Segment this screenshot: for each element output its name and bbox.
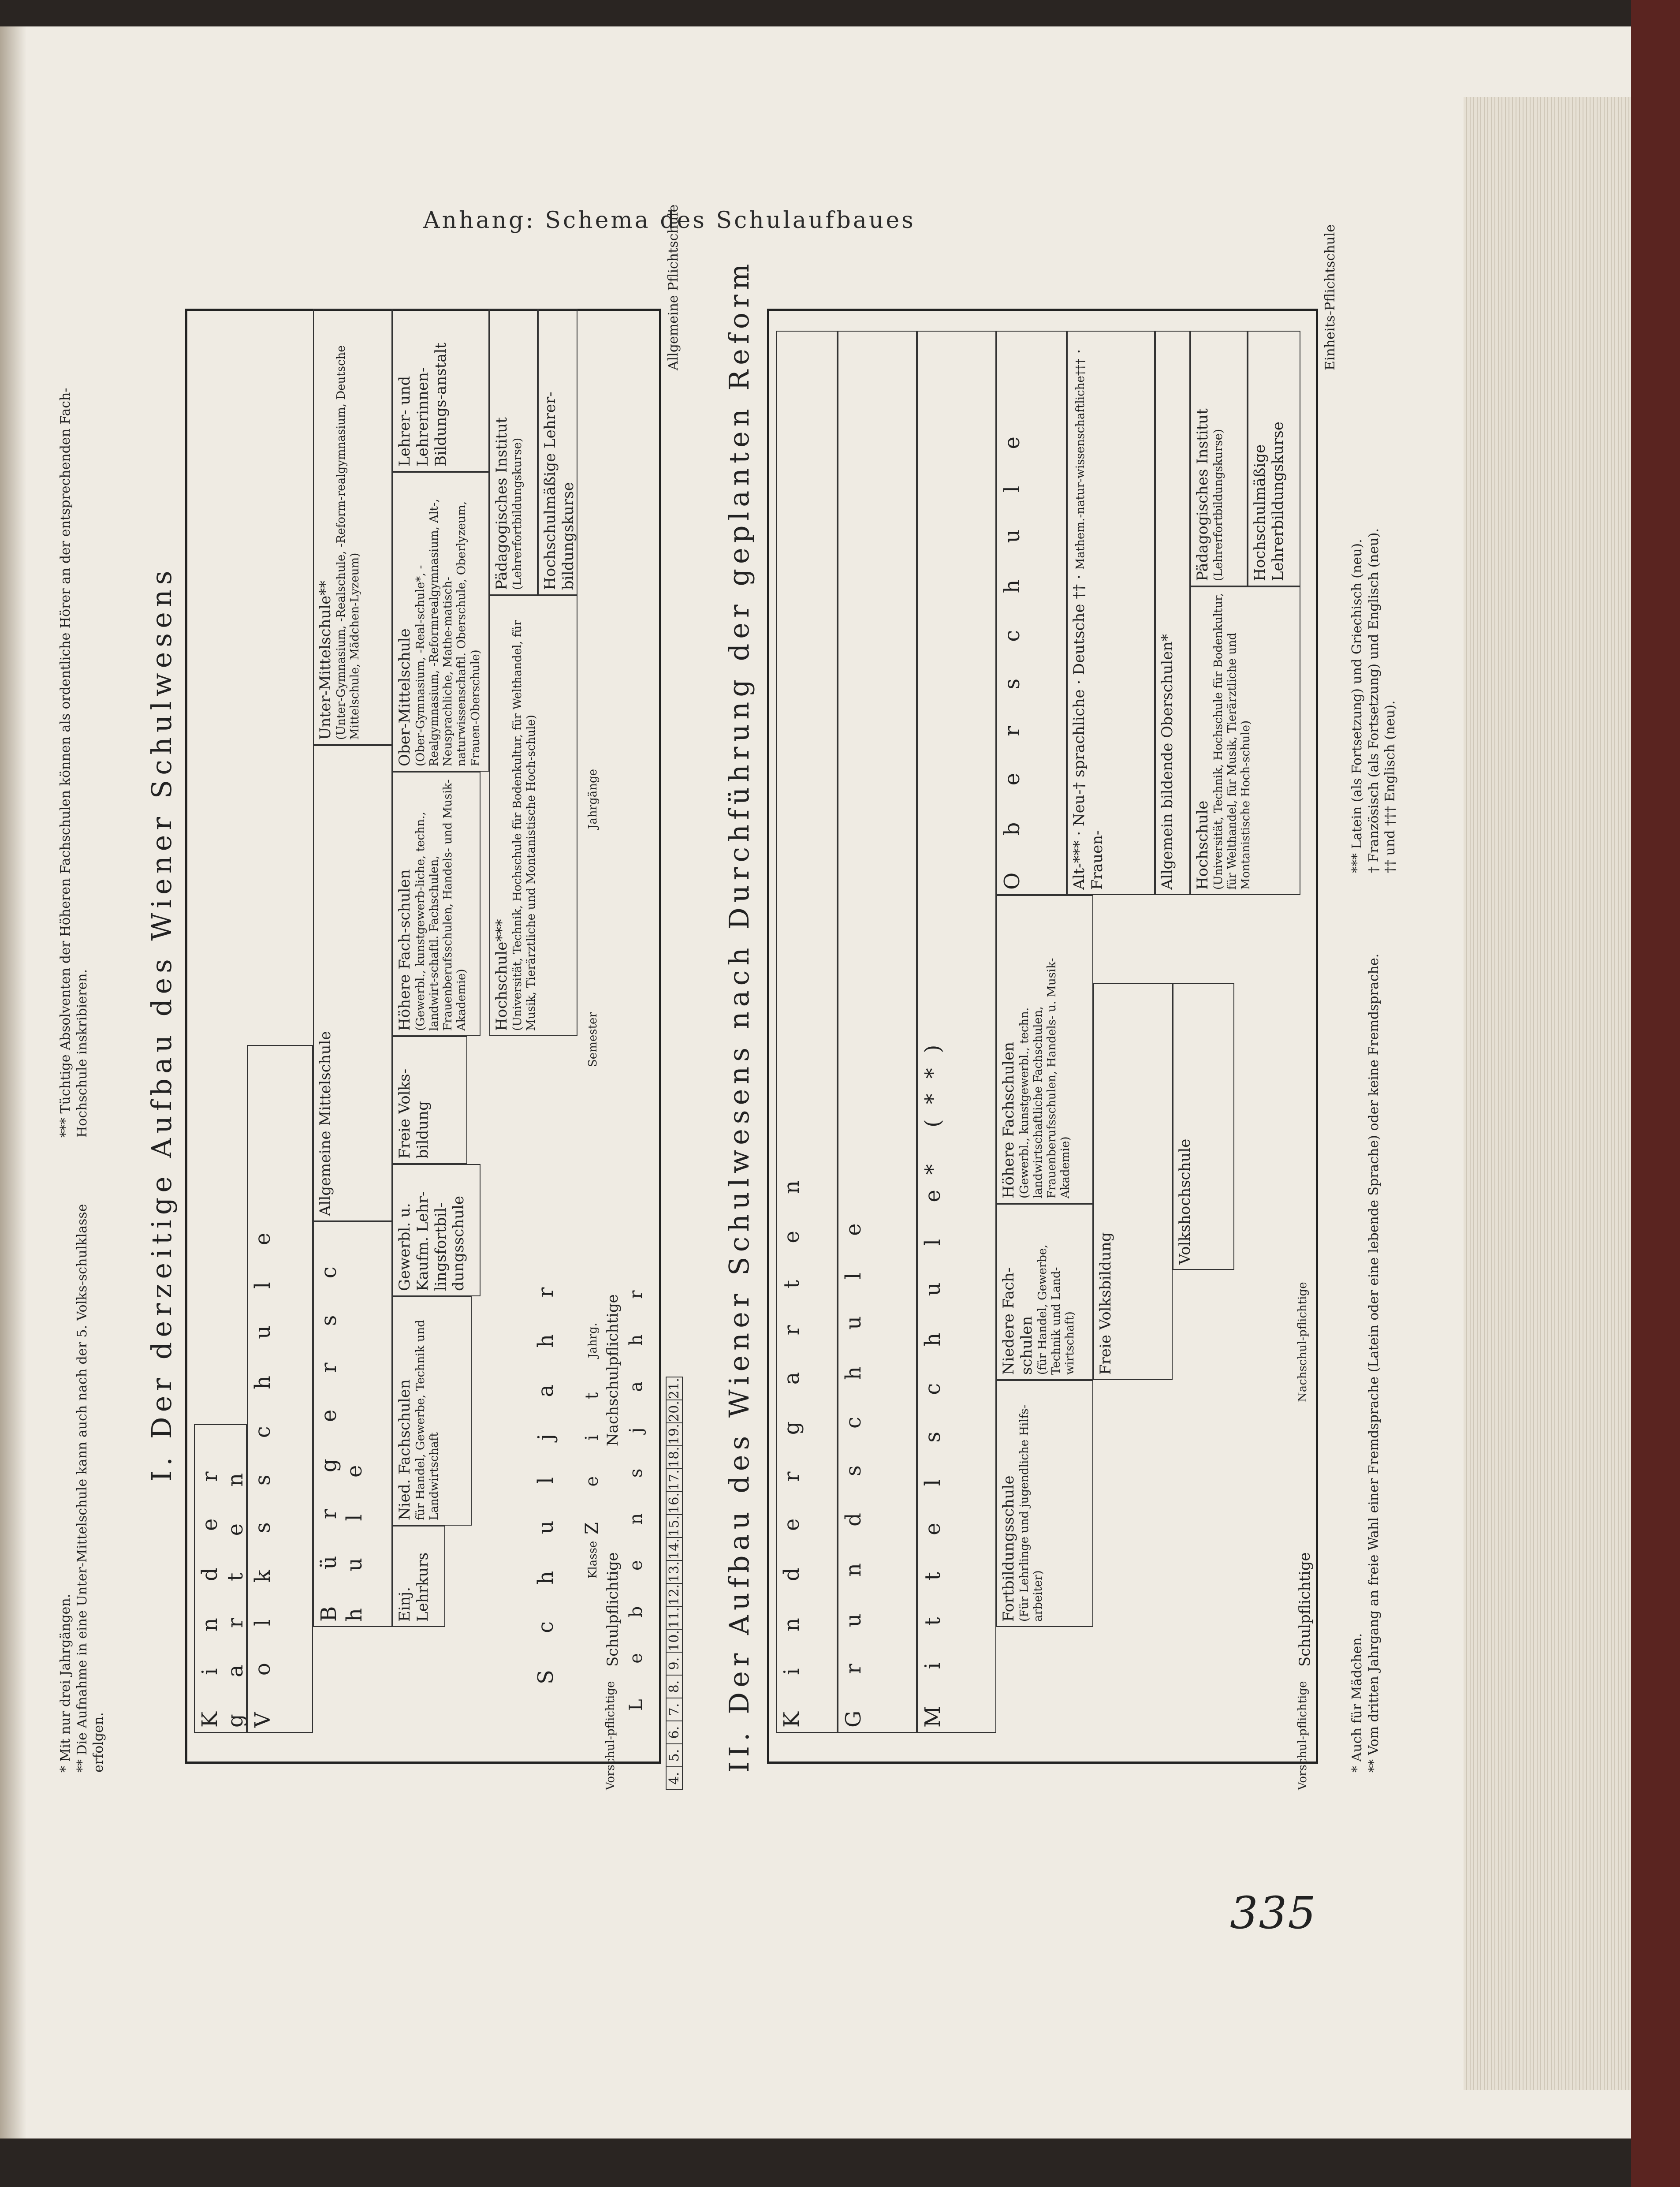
s2-pflicht-vorschul: Vorschul-pflichtige (1296, 1681, 1309, 1790)
s1-note: *** Tüchtige Absolventen der Höheren Fachschulen können als ordentliche Hörer an der entsprechenden Fach-Hochschule inskribieren. (58, 388, 90, 1138)
s1-notes-left (57, 1199, 107, 1773)
s1-pflicht-vorschul: Vorschul-pflichtige (604, 1681, 617, 1790)
s2-freie-volksbildung (1093, 983, 1173, 1380)
s2-mittelschule-label: M i t t e l s c h u l e* (**) (920, 1030, 945, 1728)
lebensjahr-cell: 17. (666, 1468, 683, 1492)
lebensjahr-cell: 19. (666, 1422, 683, 1446)
s2-niedere-fachschulen-label: Niedere Fach-schulen (1000, 1267, 1036, 1375)
s1-hoehere-fachschulen-label: Höhere Fach-schulen (396, 869, 413, 1031)
s2-niedere-fachschulen-detail: (für Handel, Gewerbe, Technik und Land-wirtschaft) (1036, 1244, 1077, 1375)
section-2 (723, 224, 1402, 1799)
s1-paed-institut-label: Pädagogisches Institut (493, 417, 510, 590)
s1-gewerbl (392, 1164, 481, 1296)
s1-unter-mittelschule-detail: (Unter-Gymnasium, -Realschule, -Reform-realgymnasium, Deutsche Mittelschule, Mädchen-Lyzeum) (334, 345, 361, 740)
s2-notes-right (1349, 300, 1399, 873)
s2-note: *** Latein (als Fortsetzung) und Griechisch (neu). (1349, 539, 1365, 873)
s1-pflicht-schul: Schulpflichtige (604, 1552, 622, 1667)
s2-allg-oberschulen-label: Allgemein bildende Oberschulen* (1158, 634, 1176, 890)
s2-pflicht-schul: Schulpflichtige (1296, 1552, 1314, 1667)
s2-oberschule-label: O b e r s c h u l e (1000, 422, 1024, 890)
section-2-title: II. Der Aufbau des Wiener Schulwesens nach Durchführung der geplanten Reform (723, 259, 755, 1773)
s2-kindergarten-label: K i n d e r g a r t e n (779, 1165, 804, 1728)
lebensjahr-cell: 4. (666, 1766, 683, 1790)
book-page (0, 26, 1631, 2138)
s1-note: * Mit nur drei Jahrgängen. (58, 1594, 73, 1773)
s1-hoehere-fachschulen-detail: (Gewerbl., kunstgewerb-liche, techn., landwirt-schaftl. Fachschulen, Frauenberufsschulen, Handels- und Musik-Akademie) (413, 779, 469, 1031)
s2-hochschule-label: Hochschule (1194, 800, 1211, 890)
lebensjahr-cell: 16. (666, 1491, 683, 1515)
lebensjahr-cell: 14. (666, 1537, 683, 1561)
s1-einj-lehrkurs-label: Einj. Lehrkurs (396, 1552, 432, 1622)
s2-note: †† und ††† Englisch (neu). (1382, 700, 1398, 873)
s1-paed-institut (489, 309, 538, 595)
s1-lehrerbildung (392, 309, 489, 472)
s2-hochschulmaessige-label: Hochschulmäßige Lehrerbildungskurse (1251, 422, 1287, 581)
section-1-title: I. Der derzeitige Aufbau des Wiener Schulwesens (145, 566, 178, 1482)
s1-paed-institut-detail: (Lehrerfortbildungskurse) (510, 437, 524, 590)
s1-kindergarten (194, 1424, 247, 1733)
s2-fortbildungsschule-detail: (Für Lehrlinge und jugendliche Hilfs-arbeiter) (1017, 1404, 1045, 1622)
lebensjahr-cell: 10. (666, 1629, 683, 1653)
s1-unter-mittelschule (313, 309, 392, 745)
lebensjahr-cell: 8. (666, 1675, 683, 1698)
s2-zweig: Deutsche †† (1070, 584, 1088, 675)
s2-allg-oberschulen (1155, 331, 1190, 895)
s2-pflicht-nachschul: Nachschul-pflichtige (1296, 1282, 1309, 1402)
s2-volkshochschule-label: Volkshochschule (1176, 1138, 1194, 1265)
lebensjahr-cell: 5. (666, 1743, 683, 1767)
s2-hochschule-detail: (Universität, Technik, Hochschule für Bodenkultur, für Welthandel, für Musik, Tierärztliche und Montanistische Hoch-schule) (1211, 593, 1253, 890)
s2-volkshochschule (1173, 983, 1234, 1270)
s2-hoehere-fachschulen-detail: (Gewerbl., kunstgewerbl., techn. landwirtschaftliche Fachschulen, Frauenberufsschulen, Handels- u. Musik-Akademie) (1017, 958, 1073, 1198)
lebensjahr-cell: 7. (666, 1698, 683, 1721)
lebensjahr-cell: 6. (666, 1720, 683, 1744)
s1-kindergarten-label: K i n d e r g a r t e n (197, 1456, 248, 1728)
s2-zweig: Mathem.-natur-wissenschaftliche††† (1074, 358, 1087, 570)
gutter-shadow (0, 26, 26, 2138)
s2-oberschule (996, 331, 1067, 895)
s2-hochschule (1190, 586, 1300, 895)
lebensjahr-cell: 15. (666, 1514, 683, 1538)
lebensjahr-cell: 11. (666, 1606, 683, 1630)
s1-hochschule-detail: (Universität, Technik, Hochschule für Bodenkultur, für Welthandel, für Musik, Tierärztliche und Montanistische Hoch-schule) (510, 620, 538, 1031)
s1-note: ** Die Aufnahme in eine Unter-Mittelschule kann auch nach der 5. Volks-schulklasse erfolgen. (74, 1204, 106, 1773)
s1-lebensjahre (666, 1377, 683, 1790)
s1-unit-klasse: Klasse (586, 1541, 600, 1579)
lebensjahr-cell: 21. (666, 1377, 683, 1400)
s1-hochschulmaessige (538, 309, 577, 595)
s1-buergerschule (313, 1221, 392, 1627)
s2-top-label: Einheits-Pflichtschule (1322, 224, 1338, 370)
page-edges (1464, 97, 1631, 2090)
s2-oberschul-zweige: Alt-*** · Neu-† sprachliche · Deutsche †† · Mathem.-natur-wissenschaftliche††† · Frauen- (1067, 331, 1155, 895)
s2-zweig: Neu-† sprachliche (1070, 689, 1088, 826)
s1-top-label: Allgemeine Pflichtschule (666, 204, 681, 370)
s2-paed-institut-detail: (Lehrerfortbildungskurse) (1211, 429, 1225, 581)
s1-buergerschule-label: B ü r g e r s c h u l e (317, 1251, 367, 1622)
lebensjahr-cell: 12. (666, 1583, 683, 1607)
s1-hochschule (489, 595, 577, 1036)
s2-zweig: Alt-*** (1070, 840, 1088, 890)
s2-mittelschule (917, 331, 996, 1733)
s2-note: † Französisch (als Fortsetzung) und Englisch (neu). (1366, 528, 1382, 873)
s1-freie-volksbildung-label: Freie Volks-bildung (396, 1068, 432, 1159)
s2-kindergarten (776, 331, 838, 1733)
s1-schuljahr-label: S c h u l j a h r (533, 1272, 558, 1684)
s1-unit-semester: Semester (586, 1012, 600, 1067)
s2-notes-left (1349, 891, 1382, 1773)
page-number: 335 (1230, 1887, 1317, 1939)
s1-unter-mittelschule-label: Unter-Mittelschule** (317, 580, 334, 740)
lebensjahr-cell: 9. (666, 1652, 683, 1676)
s1-hoehere-fachschulen (392, 772, 481, 1036)
s1-volksschule-label: V o l k s s c h u l e (250, 1217, 275, 1728)
s1-hochschule-label: Hochschule*** (493, 919, 510, 1031)
s2-note: ** Vom dritten Jahrgang an freie Wahl einer Fremdsprache (Latein oder eine lebende Sprache) oder keine Fremdsprache. (1366, 953, 1382, 1773)
s2-grundschule (838, 331, 917, 1733)
s2-paed-institut (1190, 331, 1248, 586)
s2-paed-institut-label: Pädagogisches Institut (1194, 408, 1211, 581)
s1-allg-mittelschule (313, 745, 392, 1221)
s2-fortbildungsschule (996, 1380, 1093, 1627)
s1-freie-volksbildung (392, 1036, 467, 1164)
s1-allg-mittelschule-label: Allgemeine Mittelschule (317, 1031, 334, 1216)
s2-note: * Auch für Mädchen. (1349, 1633, 1365, 1773)
s1-volksschule (247, 1045, 313, 1733)
book-cover-edge (1631, 0, 1680, 2187)
s1-zeit-label: Z e i t (582, 1377, 602, 1534)
s2-zweig: Frauen- (1088, 830, 1106, 890)
s2-hoehere-fachschulen (996, 895, 1093, 1204)
s2-fortbildungsschule-label: Fortbildungsschule (1000, 1475, 1017, 1622)
s1-pflicht-nachschul: Nachschulpflichtige (604, 1294, 622, 1446)
s1-ober-mittelschule-detail: (Ober-Gymnasium, -Real-schule*, -Realgymnasium, -Reformrealgymnasium, Alt-, Neusprachliche, Mathe-matisch-naturwissenschaftl. Oberschule, Oberlyzeum, Frauen-Oberschule) (413, 499, 482, 766)
s2-freie-volksbildung-label: Freie Volksbildung (1097, 1232, 1114, 1375)
s1-unit-jahrgaenge: Jahrgänge (586, 769, 600, 829)
s1-hochschulmaessige-label: Hochschulmäßige Lehrer-bildungskurse (541, 392, 577, 590)
lebensjahr-cell: 18. (666, 1445, 683, 1469)
s2-hoehere-fachschulen-label: Höhere Fachschulen (1000, 1042, 1017, 1198)
s1-ober-mittelschule-label: Ober-Mittelschule (396, 628, 413, 766)
lebensjahr-cell: 13. (666, 1560, 683, 1584)
s1-gewerbl-label: Gewerbl. u. Kaufm. Lehr-lingsfortbil-dungsschule (396, 1191, 468, 1291)
s1-nied-fachschulen-label: Nied. Fachschulen (396, 1379, 413, 1520)
s2-niedere-fachschulen (996, 1204, 1093, 1380)
s1-einj-lehrkurs (392, 1526, 445, 1627)
s1-nied-fachschulen (392, 1296, 472, 1526)
s1-ober-mittelschule (392, 472, 489, 772)
s1-unit-jahrg: Jahrg. (586, 1322, 600, 1358)
s2-grundschule-label: G r u n d s c h u l e (841, 1208, 866, 1728)
s2-hochschulmaessige (1248, 331, 1300, 586)
s1-nied-fachschulen-detail: für Handel, Gewerbe, Technik und Landwirtschaft (413, 1320, 441, 1520)
s1-lehrerbildung-label: Lehrer- und Lehrerinnen-Bildungs-anstalt (396, 342, 450, 467)
page-header: Anhang: Schema des Schulaufbaues (423, 207, 916, 234)
s1-lebensjahr-label: L e b e n s j a h r (626, 1275, 646, 1711)
s1-notes-right (57, 344, 90, 1138)
lebensjahr-cell: 20. (666, 1400, 683, 1423)
